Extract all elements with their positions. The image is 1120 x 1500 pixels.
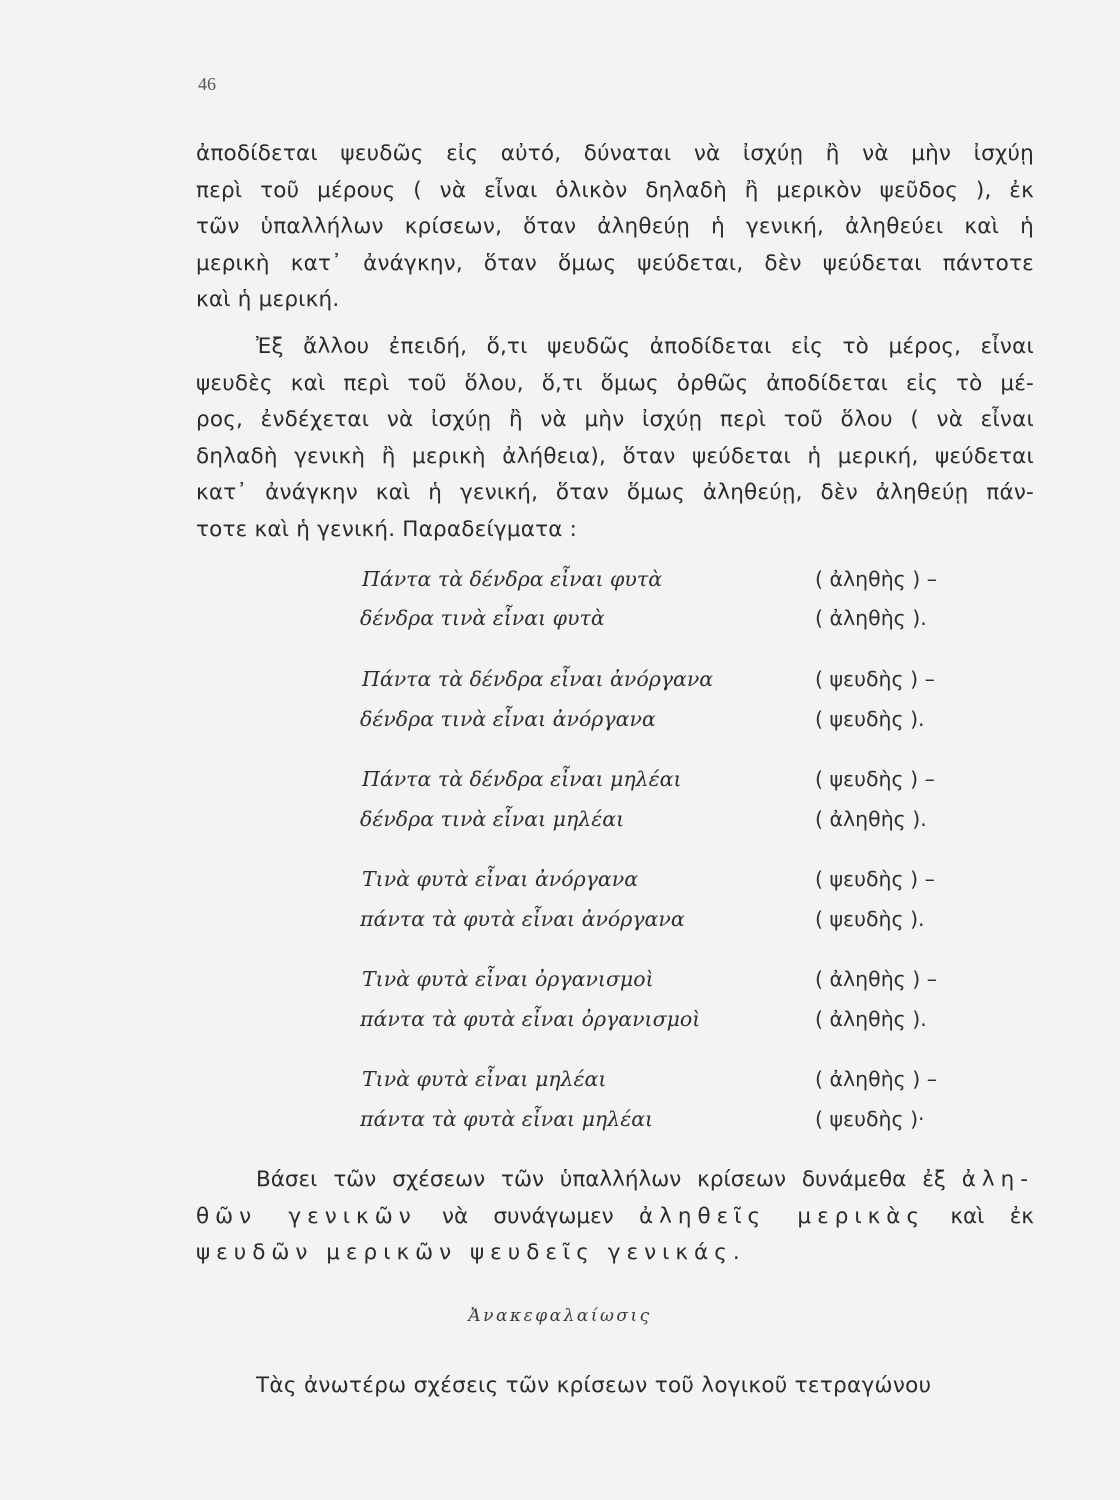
example-2-particular [0,707,1120,741]
emphasized-text: ἀληθεῖς μερικὰς [638,1203,926,1229]
example-verdict: ( ἀληθὴς ). [815,807,927,831]
paragraph-line: Ἐξ ἄλλου ἐπειδή, ὅ,τι ψευδῶς ἀποδίδεται εἰς τὸ μέρος, εἶναι [256,334,1034,359]
conclusion-line-2 [196,1199,1034,1236]
paragraph-line: μερικὴ κατ᾽ ἀνάγκην, ὅταν ὅμως ψεύδεται, δὲν ψεύδεται πάντοτε [196,250,1034,276]
example-2-universal [0,667,1120,701]
example-proposition: δένδρα τινὰ εἶναι μηλέαι [360,807,625,831]
paragraph-line: καὶ ἡ μερική. [196,287,340,312]
emphasized-text: ἀλη- [961,1167,1034,1192]
example-6-universal [0,1107,1120,1141]
example-proposition: δένδρα τινὰ εἶναι ἀνόργανα [360,707,656,731]
example-proposition: Πάντα τὰ δένδρα εἶναι ἀνόργανα [362,667,714,691]
example-verdict: ( ψευδὴς ). [815,707,925,731]
example-verdict: ( ἀληθὴς ) – [815,967,937,991]
example-proposition: πάντα τὰ φυτὰ εἶναι ἀνόργανα [360,907,685,931]
emphasized-text: ψευδῶν μερικῶν ψευδεῖς γενικάς. [196,1240,746,1265]
paragraph-line: περὶ τοῦ μέρους ( νὰ εἶναι ὁλικὸν δηλαδὴ ἢ μερικὸν ψεῦδος ), ἐκ [196,177,1034,203]
example-verdict: ( ψευδὴς ) – [815,767,935,791]
paragraph-line: δηλαδὴ γενικὴ ἢ μερικὴ ἀλήθεια), ὅταν ψεύδεται ἡ μερική, ψεύδεται [196,443,1034,469]
example-5-universal [0,1007,1120,1041]
section-heading: Ἀνακεφαλαίωσις [468,1306,652,1326]
example-proposition: δένδρα τινὰ εἶναι φυτὰ [360,606,605,630]
example-proposition: Τινὰ φυτὰ εἶναι μηλέαι [362,1067,607,1091]
example-verdict: ( ψευδὴς ) – [815,667,935,691]
example-4-universal [0,907,1120,941]
closing-line: Τὰς ἀνωτέρω σχέσεις τῶν κρίσεων τοῦ λογικοῦ τετραγώνου [256,1373,932,1398]
example-1-universal [0,567,1120,601]
page-number: 46 [198,74,216,94]
emphasized-text: θῶν γενικῶν [196,1203,417,1229]
conclusion-line-1 [196,1162,1034,1199]
example-3-particular [0,807,1120,841]
paragraph-line: ψευδὲς καὶ περὶ τοῦ ὅλου, ὅ,τι ὅμως ὀρθῶς ἀποδίδεται εἰς τὸ μέ- [196,370,1034,396]
example-4-particular [0,867,1120,901]
example-6-particular [0,1067,1120,1101]
example-verdict: ( ἀληθὴς ). [815,606,927,630]
example-verdict: ( ἀληθὴς ) – [815,567,937,591]
paragraph-1 [196,136,1034,319]
paragraph-line: ἀποδίδεται ψευδῶς εἰς αὐτό, δύναται νὰ ἰσχύῃ ἢ νὰ μὴν ἰσχύῃ [196,141,1034,166]
conclusion-text: νὰ συνάγωμεν [441,1203,614,1229]
paragraph-line: τοτε καὶ ἡ γενική. Παραδείγματα : [196,516,578,542]
paragraph-line: ρος, ἐνδέχεται νὰ ἰσχύῃ ἢ νὰ μὴν ἰσχύῃ περὶ τοῦ ὅλου ( νὰ εἶναι [196,407,1034,432]
example-verdict: ( ψευδὴς ) – [815,867,935,891]
example-proposition: Τινὰ φυτὰ εἶναι ὀργανισμοὶ [362,967,654,991]
conclusion-text: Βάσει τῶν σχέσεων τῶν ὑπαλλήλων κρίσεων δυνάμεθα ἐξ [256,1167,946,1192]
example-3-universal [0,767,1120,801]
example-verdict: ( ἀληθὴς ). [815,1007,927,1031]
paragraph-2 [196,329,1034,548]
example-1-particular [0,606,1120,640]
example-verdict: ( ψευδὴς ). [815,907,925,931]
example-5-particular [0,967,1120,1001]
paragraph-line: κατ᾽ ἀνάγκην καὶ ἡ γενική, ὅταν ὅμως ἀληθεύῃ, δὲν ἀληθεύῃ πάν- [196,480,1034,505]
example-proposition: Πάντα τὰ δένδρα εἶναι μηλέαι [362,767,682,791]
conclusion-paragraph [196,1162,1034,1272]
conclusion-text: καὶ ἐκ [950,1203,1034,1229]
example-proposition: πάντα τὰ φυτὰ εἶναι ὀργανισμοὶ [360,1007,701,1031]
example-verdict: ( ἀληθὴς ) – [815,1067,937,1091]
example-proposition: Τινὰ φυτὰ εἶναι ἀνόργανα [362,867,639,891]
example-proposition: Πάντα τὰ δένδρα εἶναι φυτὰ [362,567,663,591]
example-verdict: ( ψευδὴς )· [815,1107,925,1131]
example-proposition: πάντα τὰ φυτὰ εἶναι μηλέαι [360,1107,654,1131]
paragraph-line: τῶν ὑπαλλήλων κρίσεων, ὅταν ἀληθεύῃ ἡ γενική, ἀληθεύει καὶ ἡ [196,214,1034,239]
